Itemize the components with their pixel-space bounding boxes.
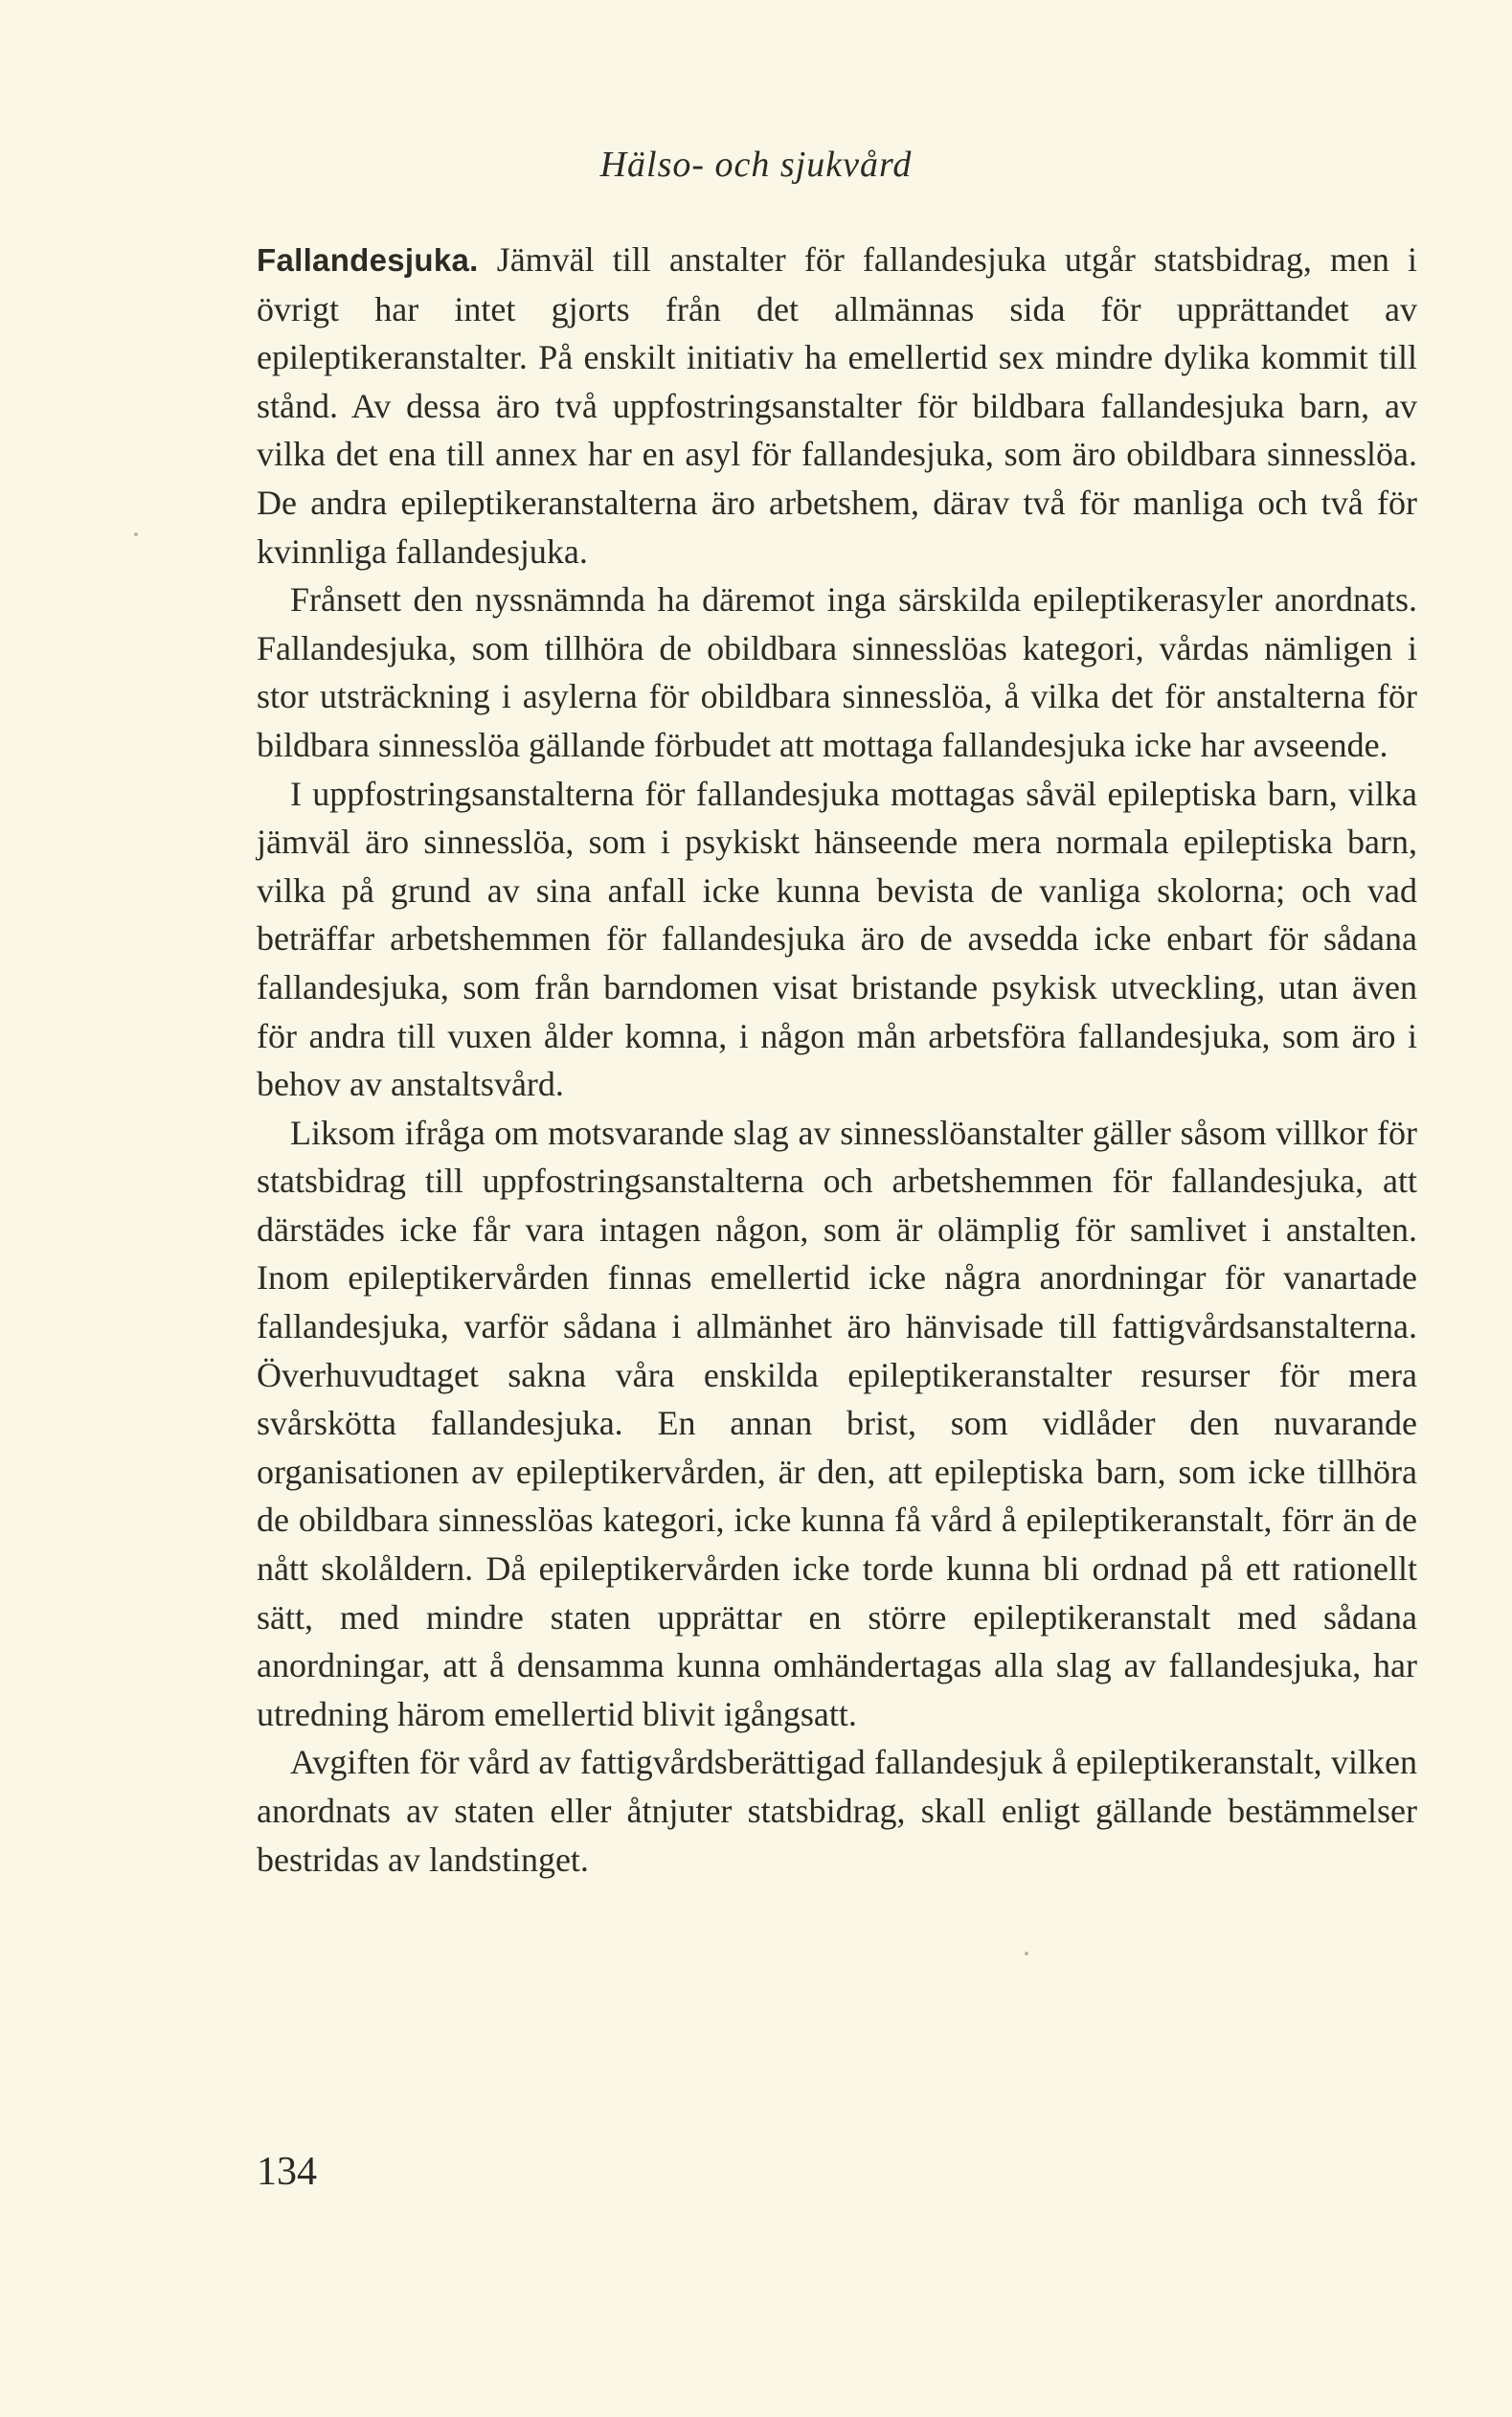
body-text [257, 236, 1417, 1884]
paragraph-4: Liksom ifråga om motsvarande slag av sinnesslöanstalter gäller såsom villkor för statsbidrag till uppfostringsanstalterna och arbetshemmen för fallandesjuka, att därstädes icke får vara intagen någon, som är olämplig för samlivet i anstalten. Inom epileptikervården finnas emellertid icke några anordningar för vanartade fallandesjuka, varför sådana i allmänhet äro hänvisade till fattigvårdsanstalterna. Överhuvudtaget sakna våra enskilda epileptikeranstalter resurser för mera svårskötta fallandesjuka. En annan brist, som vidlåder den nuvarande organisationen av epileptikervården, är den, att epileptiska barn, som icke tillhöra de obildbara sinnesslöas kategori, icke kunna få vård å epileptikeranstalt, förr än de nått skolåldern. Då epileptikervården icke torde kunna bli ordnad på ett rationellt sätt, med mindre staten upprättar en större epileptikeranstalt med sådana anordningar, att å densamma kunna omhändertagas alla slag av fallandesjuka, har utredning härom emellertid blivit igångsatt. [257, 1113, 1417, 1733]
paragraph-1-text: Jämväl till anstalter för fallandesjuka utgår statsbidrag, men i övrigt har intet gjorts från det allmännas sida för upprättandet av epileptikeranstalter. På enskilt initiativ ha emellertid sex mindre dylika kommit till stånd. Av dessa äro två uppfostringsanstalter för bildbara fallandesjuka barn, av vilka det ena till annex har en asyl för fallandesjuka, som äro obildbara sinnesslöa. De andra epileptikeranstalterna äro arbetshem, därav två för manliga och två för kvinnliga fallandesjuka. [257, 240, 1417, 571]
paragraph-2: Frånsett den nyssnämnda ha däremot inga särskilda epileptikerasyler anordnats. Fallandesjuka, som tillhöra de obildbara sinnesslöas kategori, vårdas nämligen i stor utsträckning i asylerna för obildbara sinnesslöa, å vilka det för anstalterna för bildbara sinnesslöa gällande förbudet att mottaga fallandesjuka icke har avseende. [257, 580, 1417, 764]
paragraph-5: Avgiften för vård av fattigvårdsberättigad fallandesjuk å epileptikeranstalt, vilken anordnats av staten eller åtnjuter statsbidrag, skall enligt gällande bestämmelser bestridas av landstinget. [257, 1743, 1417, 1879]
paragraph-3: I uppfostringsanstalterna för fallandesjuka mottagas såväl epileptiska barn, vilka jämväl äro sinnesslöa, som i psykiskt hänseende mera normala epileptiska barn, vilka på grund av sina anfall icke kunna bevista de vanliga skolorna; och vad beträffar arbetshemmen för fallandesjuka äro de avsedda icke enbart för sådana fallandesjuka, som från barndomen visat bristande psykisk utveckling, utan även för andra till vuxen ålder komna, i någon mån arbetsföra fallandesjuka, som äro i behov av anstaltsvård. [257, 774, 1417, 1104]
paper-speck [1025, 1952, 1028, 1955]
running-head: Hälso- och sjukvård [599, 145, 913, 185]
lead-term: Fallandesjuka. [257, 242, 479, 278]
paper-speck [134, 532, 138, 536]
page-number: 134 [257, 2150, 317, 2194]
paragraph-1 [257, 236, 1417, 576]
